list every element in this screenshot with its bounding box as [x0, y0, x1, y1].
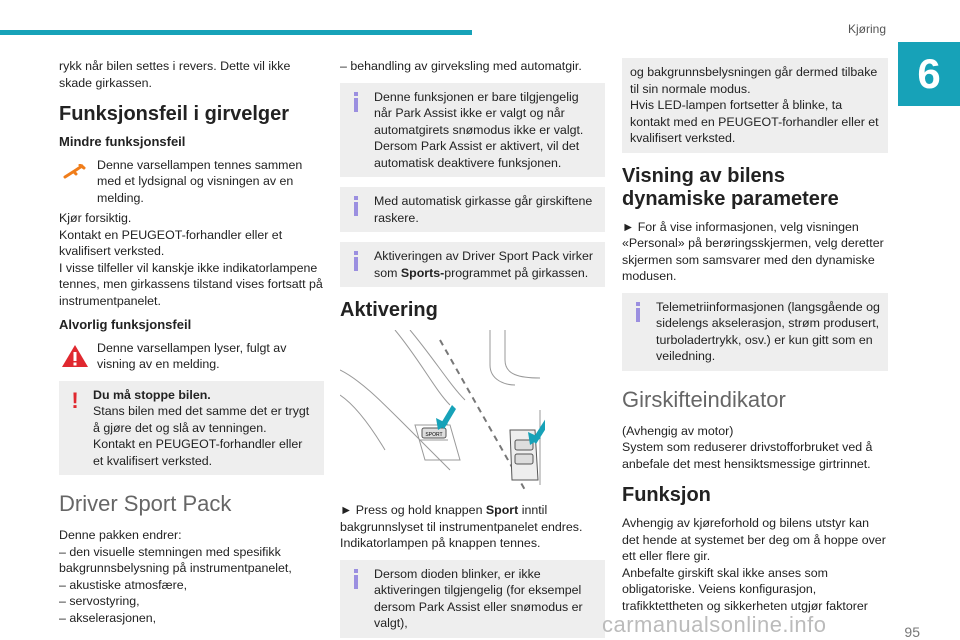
dsp-line: – akustiske atmosfære,	[59, 577, 188, 592]
dsp-line: Denne pakken endrer:	[59, 528, 182, 542]
section-title-activation: Aktivering	[340, 299, 438, 321]
press-line2: Indikatorlampen på knappen tennes.	[340, 536, 541, 550]
gsi-description	[622, 423, 888, 473]
exclamation-icon: !	[71, 387, 79, 413]
section-title-dynamic-parameters: Visning av bilens dynamiske parametere	[622, 164, 839, 210]
note-text: Telemetriinformasjonen (langsgående og sidelengs akselerasjon, strøm produsert, turboladertrykk, osv.) er kun gitt som en veiledning.	[656, 299, 880, 363]
column-2	[340, 58, 605, 640]
info-note-availability	[340, 83, 605, 178]
header-accent-bar	[0, 30, 472, 35]
note-text: Dersom dioden blinker, er ikke aktiveringen tilgjengelig (for eksempel dersom Park Assist eller snømodus er valgt),	[374, 566, 583, 630]
serious-fault-lamp-row	[59, 340, 324, 373]
dsp-line: – akselerasjonen,	[59, 610, 157, 625]
col2-intro: – behandling av girveksling med automatgir.	[340, 59, 582, 73]
minor-fault-line: Kontakt en PEUGEOT-forhandler eller et kvalifisert verksted.	[59, 227, 283, 258]
chapter-number-badge: 6	[898, 42, 960, 106]
minor-fault-lamp-row	[59, 157, 324, 207]
section-title-function: Funksjon	[622, 484, 711, 506]
warning-triangle-icon	[59, 340, 91, 372]
gsi-line: (Avhengig av motor)	[622, 423, 734, 438]
stop-note-title: Du må stoppe bilen.	[93, 387, 211, 402]
note-continuation	[622, 58, 888, 153]
section-title-driver-sport-pack: Driver Sport Pack	[59, 491, 232, 516]
section-title-gear-shift-indicator: Girskifteindikator	[622, 386, 786, 412]
info-icon	[349, 196, 363, 218]
note-cont-line: Hvis LED-lampen fortsetter å blinke, ta kontakt med en PEUGEOT-forhandler eller et kvalifisert verksted.	[630, 98, 879, 145]
info-icon	[349, 92, 363, 114]
note-text: Denne funksjonen er bare tilgjengelig når Park Assist ikke er valgt og når automatgirets snømodus ikke er valgt. Dersom Park Assist er aktivert, vil det automatisk deaktivere funksjonen.	[374, 89, 584, 170]
info-note-diode-blinks	[340, 560, 605, 638]
function-line: Avhengig av kjøreforhold og bilens utstyr kan det hende at systemet ber deg om å hoppe over ett eller flere gir.	[622, 516, 886, 563]
function-line: Anbefalte girskift skal ikke anses som obligatoriske. Veiens konfigurasjon, trafikktettheten og sikkerheten utgjør faktorer	[622, 565, 868, 613]
note-text: Med automatisk girkasse går girskiftene raskere.	[374, 194, 593, 225]
dynamic-parameters-text: ► For å vise informasjonen, velg visningen «Personal» på berøringsskjermen, velg deretter skjermen som samsvarer med den dynamiske modusen.	[622, 219, 884, 283]
function-description	[622, 515, 888, 614]
stop-vehicle-note	[59, 381, 324, 476]
watermark: carmanualsonline.info	[602, 612, 827, 637]
stop-note-line: Stans bilen med det samme det er trygt å gjøre det og slå av tenningen.	[93, 404, 310, 435]
info-note-faster-shifts	[340, 187, 605, 232]
minor-fault-line: I visse tilfeller vil kanskje ikke indikatorlampene tennes, men girkassens tilstand vises fortsatt på instrumentpanelet.	[59, 260, 323, 308]
minor-fault-lamp-text: Denne varsellampen tennes sammen med et lydsignal og visningen av en melding.	[97, 157, 303, 205]
dsp-line: – servostyring,	[59, 594, 140, 608]
note-text-pre: Aktiveringen av Driver Sport Pack virker som	[374, 249, 593, 280]
note-text-post: programmet på girkassen.	[444, 265, 589, 280]
sport-button-label: SPORT	[425, 432, 443, 438]
info-icon	[349, 251, 363, 273]
info-icon	[349, 569, 363, 591]
sport-button-illustration	[340, 330, 545, 490]
press-bold: Sport	[485, 503, 519, 517]
info-note-telemetry	[622, 293, 888, 371]
page-header-title: Kjøring	[847, 22, 886, 36]
minor-fault-title: Mindre funksjonsfeil	[59, 134, 186, 149]
stop-note-line: Kontakt en PEUGEOT-forhandler eller et kvalifisert verksted.	[93, 437, 303, 468]
info-note-sport-program	[340, 242, 605, 287]
press-pre: ► Press og hold knappen	[340, 503, 486, 517]
section-title-gear-selector-fault: Funksjonsfeil i girvelger	[59, 103, 290, 125]
wrench-icon	[59, 157, 91, 189]
intro-text: rykk når bilen settes i revers. Dette vil ikke skade girkassen.	[59, 59, 291, 90]
serious-fault-title: Alvorlig funksjonsfeil	[59, 317, 192, 332]
note-cont-line: og bakgrunnsbelysningen går dermed tilbake til sin normale modus.	[630, 65, 878, 96]
column-1	[59, 58, 324, 626]
minor-fault-line: Kjør forsiktig.	[59, 211, 132, 225]
note-text-bold: Sports-	[400, 265, 445, 280]
gsi-line: System som reduserer drivstofforbruket ved å anbefale det mest hensiktsmessige girtrinnet.	[622, 440, 873, 471]
serious-fault-lamp-text: Denne varsellampen lyser, fulgt av visning av en melding.	[97, 340, 287, 371]
minor-fault-lines	[59, 210, 324, 309]
info-icon	[631, 302, 645, 324]
activation-instruction	[340, 502, 605, 552]
dsp-line: – den visuelle stemningen med spesifikk bakgrunnsbelysning på instrumentpanelet,	[59, 544, 292, 575]
dsp-description	[59, 527, 324, 626]
page-number: 95	[904, 624, 920, 640]
column-3	[622, 58, 888, 614]
press-post: inntil bakgrunnslyset til instrumentpanelet endres.	[340, 503, 583, 534]
